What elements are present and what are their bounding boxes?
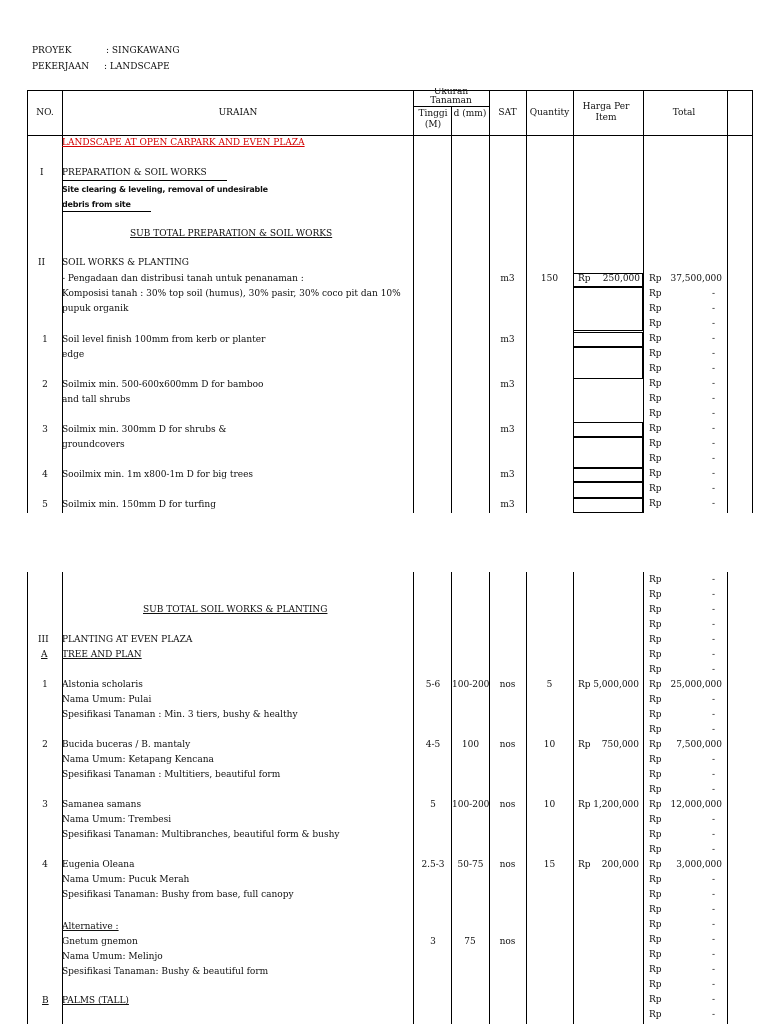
sub-a-no: A bbox=[41, 650, 48, 660]
section-3-no: III bbox=[38, 635, 49, 645]
tree-qty: 15 bbox=[543, 860, 556, 870]
total-dash: - bbox=[711, 349, 715, 359]
total-dash: - bbox=[711, 289, 715, 299]
total-dash: - bbox=[711, 635, 715, 645]
total-rp: Rp bbox=[649, 740, 662, 750]
col-line-p1 bbox=[451, 106, 452, 513]
total-rp: Rp bbox=[649, 785, 662, 795]
tree-spec: Spesifikasi Tanaman : Min. 3 tiers, bushy & healthy bbox=[62, 710, 298, 720]
tree-qty: 5 bbox=[546, 680, 553, 690]
col-harga-header: Harga Per Item bbox=[582, 102, 630, 123]
tree-name: Bucida buceras / B. mantaly bbox=[62, 740, 191, 750]
total-rp: Rp bbox=[649, 710, 662, 720]
harga-cell-box bbox=[573, 482, 643, 498]
tree-no: 2 bbox=[42, 740, 48, 750]
section-2-no: II bbox=[38, 258, 46, 268]
total-rp: Rp bbox=[649, 575, 662, 585]
tree-qty: 10 bbox=[543, 800, 556, 810]
total-rp: Rp bbox=[649, 349, 662, 359]
tree-sat: nos bbox=[499, 800, 516, 810]
col-line-p2 bbox=[489, 572, 490, 1024]
total-dash: - bbox=[711, 409, 715, 419]
alt-umum: Nama Umum: Melinjo bbox=[62, 952, 163, 962]
item-no: 2 bbox=[42, 380, 48, 390]
total-dash: - bbox=[711, 334, 715, 344]
total-dash: - bbox=[711, 815, 715, 825]
total-rp: Rp bbox=[649, 680, 662, 690]
col-d-header: d (mm) bbox=[453, 109, 487, 119]
total-rp: Rp bbox=[649, 695, 662, 705]
harga-cell-box bbox=[573, 498, 643, 513]
section-2-title: SOIL WORKS & PLANTING bbox=[62, 258, 189, 268]
total-value: 37,500,000 bbox=[670, 274, 722, 284]
total-rp: Rp bbox=[649, 875, 662, 885]
total-rp: Rp bbox=[649, 860, 662, 870]
total-dash: - bbox=[711, 379, 715, 389]
col-no-header: NO. bbox=[36, 108, 54, 118]
total-dash: - bbox=[711, 364, 715, 374]
site-clearing-line-2: debris from site bbox=[62, 200, 131, 209]
item-sat: m3 bbox=[500, 470, 515, 480]
total-rp: Rp bbox=[649, 905, 662, 915]
total-dash: - bbox=[711, 695, 715, 705]
soil-qty: 150 bbox=[540, 274, 559, 284]
total-rp: Rp bbox=[649, 620, 662, 630]
total-dash: - bbox=[711, 710, 715, 720]
total-dash: - bbox=[711, 980, 715, 990]
tree-d: 100-200 bbox=[452, 800, 490, 810]
total-rp: Rp bbox=[649, 454, 662, 464]
section-title: LANDSCAPE AT OPEN CARPARK AND EVEN PLAZA bbox=[62, 138, 305, 148]
sub-b-title: PALMS (TALL) bbox=[62, 996, 129, 1006]
total-rp: Rp bbox=[649, 289, 662, 299]
tree-rp: Rp bbox=[578, 680, 591, 690]
total-rp: Rp bbox=[649, 499, 662, 509]
total-dash: - bbox=[711, 1010, 715, 1020]
tree-rp: Rp bbox=[578, 800, 591, 810]
section-1-title: PREPARATION & SOIL WORKS bbox=[62, 168, 207, 178]
tree-harga: 1,200,000 bbox=[593, 800, 639, 810]
col-line-p1 bbox=[727, 90, 728, 513]
harga-cell-box bbox=[573, 273, 643, 287]
col-line-p1 bbox=[752, 90, 753, 513]
tree-spec: Spesifikasi Tanaman: Multibranches, beautiful form & bushy bbox=[62, 830, 340, 840]
total-rp: Rp bbox=[649, 965, 662, 975]
tree-total: 7,500,000 bbox=[676, 740, 722, 750]
col-line-p2 bbox=[451, 572, 452, 1024]
alt-tinggi: 3 bbox=[430, 937, 436, 947]
tree-rp: Rp bbox=[578, 860, 591, 870]
total-dash: - bbox=[711, 650, 715, 660]
total-rp: Rp bbox=[649, 274, 662, 284]
total-rp: Rp bbox=[649, 845, 662, 855]
total-rp: Rp bbox=[649, 755, 662, 765]
total-dash: - bbox=[711, 950, 715, 960]
tree-spec: Spesifikasi Tanaman : Multitiers, beautiful form bbox=[62, 770, 281, 780]
tree-common-name: Nama Umum: Pucuk Merah bbox=[62, 875, 190, 885]
tree-total: 25,000,000 bbox=[670, 680, 722, 690]
total-dash: - bbox=[711, 725, 715, 735]
total-dash: - bbox=[711, 785, 715, 795]
total-dash: - bbox=[711, 590, 715, 600]
col-total-header: Total bbox=[672, 108, 696, 118]
total-rp: Rp bbox=[649, 935, 662, 945]
tree-sat: nos bbox=[499, 680, 516, 690]
total-rp: Rp bbox=[649, 800, 662, 810]
item-no: 1 bbox=[42, 335, 48, 345]
item-sat: m3 bbox=[500, 425, 515, 435]
tree-harga: 5,000,000 bbox=[593, 680, 639, 690]
total-dash: - bbox=[711, 454, 715, 464]
tree-name: Alstonia scholaris bbox=[62, 680, 143, 690]
tree-d: 100-200 bbox=[452, 680, 490, 690]
total-dash: - bbox=[711, 575, 715, 585]
total-rp: Rp bbox=[649, 439, 662, 449]
col-line-p2 bbox=[27, 572, 28, 1024]
item-line-2: edge bbox=[62, 350, 85, 360]
col-tinggi-header: Tinggi (M) bbox=[418, 109, 448, 130]
underline-2 bbox=[62, 211, 151, 212]
soil-line-1: - Pengadaan dan distribusi tanah untuk penanaman : bbox=[62, 274, 304, 284]
section-3-title: PLANTING AT EVEN PLAZA bbox=[62, 635, 193, 645]
tree-common-name: Nama Umum: Ketapang Kencana bbox=[62, 755, 214, 765]
total-rp: Rp bbox=[649, 304, 662, 314]
item-line-1: Soilmix min. 150mm D for turfing bbox=[62, 500, 216, 510]
tree-d: 100 bbox=[461, 740, 480, 750]
total-rp: Rp bbox=[649, 469, 662, 479]
total-dash: - bbox=[711, 424, 715, 434]
total-dash: - bbox=[711, 845, 715, 855]
sub-a-title: TREE AND PLAN bbox=[62, 650, 142, 660]
total-dash: - bbox=[711, 484, 715, 494]
total-dash: - bbox=[711, 890, 715, 900]
tree-common-name: Nama Umum: Trembesi bbox=[62, 815, 172, 825]
col-line-p1 bbox=[526, 90, 527, 513]
tree-spec: Spesifikasi Tanaman: Bushy from base, full canopy bbox=[62, 890, 294, 900]
total-rp: Rp bbox=[649, 770, 662, 780]
col-quantity-header: Quantity bbox=[529, 108, 570, 118]
total-rp: Rp bbox=[649, 830, 662, 840]
total-dash: - bbox=[711, 905, 715, 915]
total-rp: Rp bbox=[649, 484, 662, 494]
total-dash: - bbox=[711, 394, 715, 404]
col-line-p2 bbox=[413, 572, 414, 1024]
item-line-2: groundcovers bbox=[62, 440, 125, 450]
total-rp: Rp bbox=[649, 665, 662, 675]
item-line-1: Soilmix min. 500-600x600mm D for bamboo bbox=[62, 380, 264, 390]
tree-d: 50-75 bbox=[457, 860, 484, 870]
total-dash: - bbox=[711, 830, 715, 840]
total-dash: - bbox=[711, 770, 715, 780]
tree-tinggi: 5 bbox=[430, 800, 436, 810]
soil-rp: Rp bbox=[578, 274, 591, 284]
tree-total: 3,000,000 bbox=[676, 860, 722, 870]
table-top-border bbox=[27, 90, 753, 91]
tree-harga: 750,000 bbox=[601, 740, 639, 750]
tree-tinggi: 5-6 bbox=[425, 680, 441, 690]
item-line-1: Soilmix min. 300mm D for shrubs & bbox=[62, 425, 227, 435]
alternative-label: Alternative : bbox=[62, 922, 119, 932]
tree-tinggi: 2.5-3 bbox=[421, 860, 445, 870]
item-line-1: Soil level finish 100mm from kerb or planter bbox=[62, 335, 266, 345]
harga-cell-box bbox=[573, 467, 643, 482]
total-dash: - bbox=[711, 965, 715, 975]
tree-no: 1 bbox=[42, 680, 48, 690]
total-dash: - bbox=[711, 439, 715, 449]
proyek-label: PROYEK bbox=[32, 46, 72, 56]
total-rp: Rp bbox=[649, 890, 662, 900]
subtotal-soil-works: SUB TOTAL SOIL WORKS & PLANTING bbox=[143, 605, 328, 615]
total-dash: - bbox=[711, 605, 715, 615]
total-rp: Rp bbox=[649, 635, 662, 645]
tree-common-name: Nama Umum: Pulai bbox=[62, 695, 152, 705]
section-1-no: I bbox=[40, 168, 44, 178]
total-rp: Rp bbox=[649, 334, 662, 344]
item-sat: m3 bbox=[500, 380, 515, 390]
table-header-bottom-border bbox=[27, 135, 753, 136]
col-line-p1 bbox=[413, 90, 414, 513]
alt-sat: nos bbox=[499, 937, 516, 947]
total-rp: Rp bbox=[649, 995, 662, 1005]
total-dash: - bbox=[711, 620, 715, 630]
tree-name: Samanea samans bbox=[62, 800, 142, 810]
tree-harga: 200,000 bbox=[601, 860, 639, 870]
total-rp: Rp bbox=[649, 725, 662, 735]
tree-sat: nos bbox=[499, 740, 516, 750]
total-rp: Rp bbox=[649, 920, 662, 930]
alt-d: 75 bbox=[464, 937, 476, 947]
pekerjaan-label: PEKERJAAN bbox=[32, 62, 90, 72]
item-sat: m3 bbox=[500, 500, 515, 510]
total-rp: Rp bbox=[649, 409, 662, 419]
total-rp: Rp bbox=[649, 319, 662, 329]
total-dash: - bbox=[711, 920, 715, 930]
item-no: 3 bbox=[42, 425, 48, 435]
proyek-value: : SINGKAWANG bbox=[106, 46, 180, 56]
total-rp: Rp bbox=[649, 950, 662, 960]
col-line-p2 bbox=[643, 572, 644, 1024]
total-rp: Rp bbox=[649, 650, 662, 660]
tree-no: 4 bbox=[42, 860, 48, 870]
col-uraian-header: URAIAN bbox=[218, 108, 258, 118]
total-dash: - bbox=[711, 755, 715, 765]
total-rp: Rp bbox=[649, 815, 662, 825]
harga-cell-box bbox=[573, 422, 643, 437]
total-rp: Rp bbox=[649, 394, 662, 404]
total-rp: Rp bbox=[649, 590, 662, 600]
item-no: 5 bbox=[42, 500, 48, 510]
subtotal-preparation: SUB TOTAL PREPARATION & SOIL WORKS bbox=[130, 229, 333, 239]
total-dash: - bbox=[711, 665, 715, 675]
col-line-p2 bbox=[526, 572, 527, 1024]
total-dash: - bbox=[711, 319, 715, 329]
alt-spec: Spesifikasi Tanaman: Bushy & beautiful form bbox=[62, 967, 269, 977]
harga-cell-box bbox=[573, 347, 643, 379]
col-line-p1 bbox=[489, 90, 490, 513]
sub-b-no: B bbox=[42, 996, 49, 1006]
tree-name: Eugenia Oleana bbox=[62, 860, 135, 870]
tree-total: 12,000,000 bbox=[670, 800, 722, 810]
tree-sat: nos bbox=[499, 860, 516, 870]
tree-no: 3 bbox=[42, 800, 48, 810]
total-dash: - bbox=[711, 995, 715, 1005]
item-sat: m3 bbox=[500, 335, 515, 345]
underline-1 bbox=[62, 180, 227, 181]
item-line-2: and tall shrubs bbox=[62, 395, 131, 405]
col-line-p2 bbox=[573, 572, 574, 1024]
total-dash: - bbox=[711, 469, 715, 479]
site-clearing-line-1: Site clearing & leveling, removal of undesirable bbox=[62, 185, 268, 194]
total-rp: Rp bbox=[649, 424, 662, 434]
item-line-1: Sooilmix min. 1m x800-1m D for big trees bbox=[62, 470, 254, 480]
tree-rp: Rp bbox=[578, 740, 591, 750]
total-dash: - bbox=[711, 499, 715, 509]
harga-cell-box bbox=[573, 287, 643, 331]
total-dash: - bbox=[711, 935, 715, 945]
pekerjaan-value: : LANDSCAPE bbox=[104, 62, 170, 72]
total-dash: - bbox=[711, 304, 715, 314]
col-line-p1 bbox=[643, 90, 644, 513]
total-rp: Rp bbox=[649, 980, 662, 990]
total-rp: Rp bbox=[649, 379, 662, 389]
tree-tinggi: 4-5 bbox=[425, 740, 441, 750]
col-line-p1 bbox=[27, 90, 28, 513]
soil-harga: 250,000 bbox=[602, 274, 640, 284]
total-rp: Rp bbox=[649, 364, 662, 374]
alt-name: Gnetum gnemon bbox=[62, 937, 138, 947]
total-rp: Rp bbox=[649, 1010, 662, 1020]
total-dash: - bbox=[711, 875, 715, 885]
soil-line-2: Komposisi tanah : 30% top soil (humus), 30% pasir, 30% coco pit dan 10% bbox=[62, 289, 401, 299]
item-no: 4 bbox=[42, 470, 48, 480]
soil-line-3: pupuk organik bbox=[62, 304, 129, 314]
col-ukuran-header: Ukuran Tanaman bbox=[430, 88, 472, 105]
col-sat-header: SAT bbox=[498, 108, 517, 118]
total-rp: Rp bbox=[649, 605, 662, 615]
harga-cell-box bbox=[573, 437, 643, 469]
tree-qty: 10 bbox=[543, 740, 556, 750]
soil-sat: m3 bbox=[500, 274, 515, 284]
harga-cell-box bbox=[573, 332, 643, 347]
col-line-p2 bbox=[727, 572, 728, 1024]
